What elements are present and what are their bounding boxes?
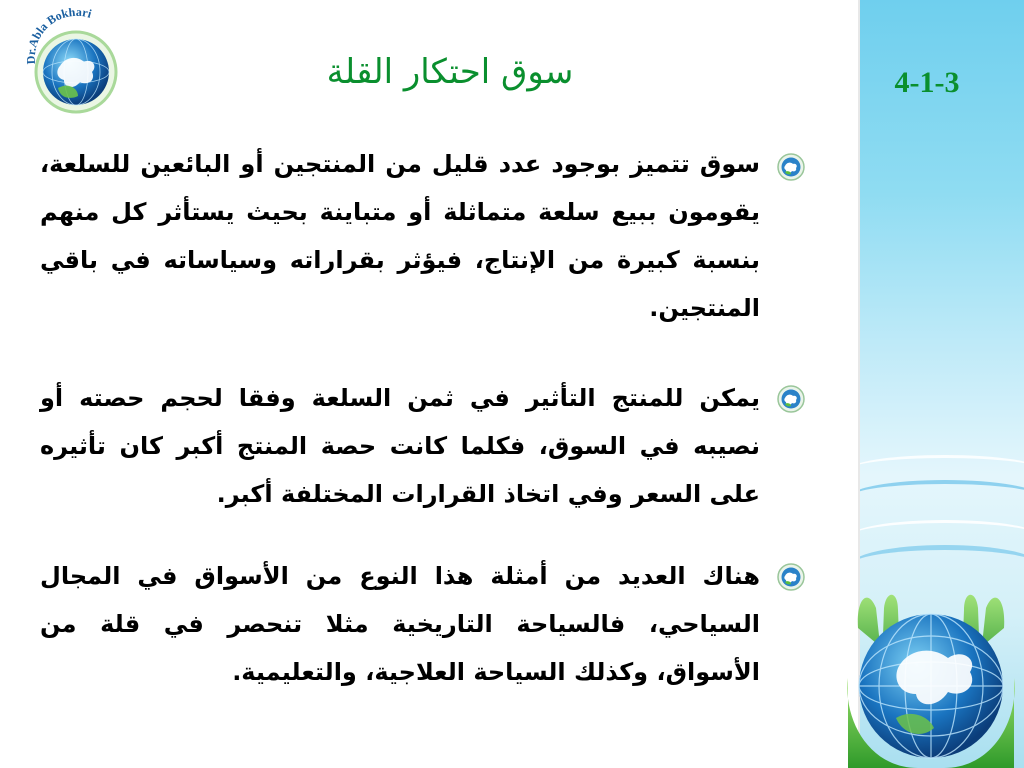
bullet-text: هناك العديد من أمثلة هذا النوع من الأسواق في المجال السياحي، فالسياحة التاريخية مثلا تنحصر في قلة من الأسواق، وكذلك السياحة العلاجية، والتعليمية.	[40, 562, 760, 686]
globe-bullet-icon	[776, 384, 806, 414]
globe-logo-icon	[18, 6, 130, 118]
logo	[18, 6, 130, 118]
bullet-text: يمكن للمنتج التأثير في ثمن السلعة وفقا لحجم حصته أو نصيبه في السوق، فكلما كانت حصة المنتج أكبر كان تأثيره على السعر وفي اتخاذ القرارات المختلفة أكبر.	[40, 384, 760, 508]
globe-bullet-icon	[776, 562, 806, 592]
globe-bullet-icon	[776, 152, 806, 182]
bullet-item	[40, 552, 806, 702]
bullet-item	[40, 374, 806, 524]
slide-title: سوق احتكار القلة	[326, 52, 574, 92]
bullet-item	[40, 140, 806, 340]
bullet-text: سوق تتميز بوجود عدد قليل من المنتجين أو البائعين للسلعة، يقومون ببيع سلعة متماثلة أو متباينة بحيث يستأثر كل منهم بنسبة كبيرة من الإنتاج، فيؤثر بقراراته وسياساته في باقي المنتجين.	[40, 150, 760, 322]
slide-number: 4-1-3	[894, 66, 960, 99]
logo-text: Dr.Abla Bokhari	[23, 6, 94, 65]
wave-line	[860, 480, 1024, 514]
hands-globe-icon	[838, 568, 1024, 768]
